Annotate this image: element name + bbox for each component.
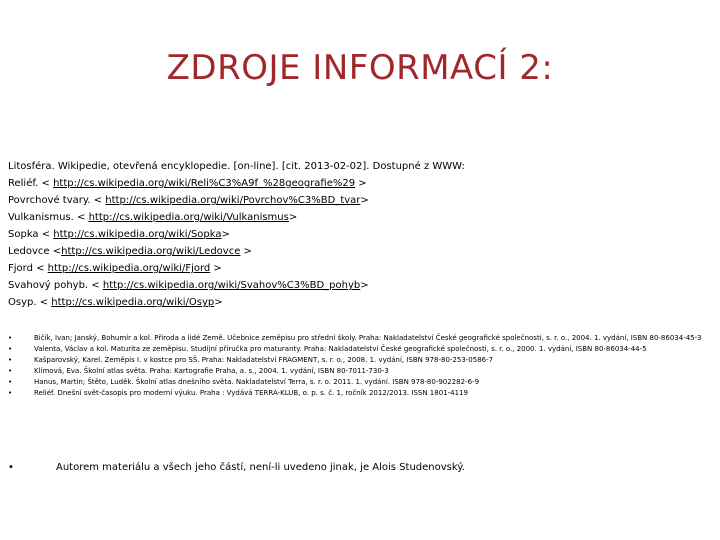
page-title: ZDROJE INFORMACÍ 2:: [166, 48, 554, 88]
reference-text: Valenta, Václav a kol. Maturita ze zeměpisu. Studijní příručka pro maturanty. Praha: Nakladatelství České geografické společnosti, s. r. o., 2000. 1. vydání, ISBN 80-86034-44-5: [34, 345, 647, 353]
source-suffix: >: [355, 178, 367, 189]
author-note: [8, 461, 708, 475]
reference-text: Klímová, Eva. Školní atlas světa. Praha: Kartografie Praha, a. s., 2004. 1. vydání, ISBN 80-7011-730-3: [34, 367, 389, 375]
source-text: Fjord <: [8, 263, 48, 274]
source-suffix: >: [360, 280, 369, 291]
web-sources-list: [8, 158, 713, 311]
source-link-svahovy-pohyb[interactable]: http://cs.wikipedia.org/wiki/Svahov%C3%BD_pohyb: [102, 280, 361, 291]
bullet-icon: •: [8, 389, 13, 397]
list-item: [8, 377, 703, 388]
source-line-ledovce: [8, 243, 713, 260]
source-text: Vulkanismus. <: [8, 212, 89, 223]
source-link-ledovce[interactable]: http://cs.wikipedia.org/wiki/Ledovce: [61, 246, 241, 257]
source-link-povrchove-tvary[interactable]: http://cs.wikipedia.org/wiki/Povrchov%C3%BD_tvar: [105, 195, 361, 206]
bullet-icon: •: [8, 356, 13, 364]
reference-text: Hanus, Martin; Štěto, Luděk. Školní atlas dnešního světa. Nakladatelství Terra, s. r. o. 2011. 1. vydání. ISBN 978-80-902282-6-9: [34, 378, 480, 386]
source-suffix: >: [214, 297, 223, 308]
source-line-sopka: [8, 226, 713, 243]
source-suffix: >: [221, 229, 230, 240]
list-item: [8, 388, 703, 399]
author-text: Autorem materiálu a všech jeho částí, není-li uvedeno jinak, je Alois Studenovský.: [56, 462, 465, 473]
source-text: Ledovce <: [8, 246, 62, 257]
reference-text: Reliéf. Dnešní svět-časopis pro moderní výuku. Praha : Vydává TERRA-KLUB, o. p. s. č. 1, ročník 2012/2013. ISSN 1801-4119: [34, 389, 468, 397]
source-text: Litosféra. Wikipedie, otevřená encyklopedie. [on-line]. [cit. 2013-02-02]. Dostupné z WWW:: [8, 161, 465, 172]
source-line-osyp: [8, 294, 713, 311]
literature-references-list: [8, 333, 703, 399]
source-text: Osyp. <: [8, 297, 52, 308]
source-text: Svahový pohyb. <: [8, 280, 103, 291]
source-suffix: >: [360, 195, 369, 206]
list-item: [8, 333, 703, 344]
source-line-svahovy-pohyb: [8, 277, 713, 294]
list-item: [8, 344, 703, 355]
source-line-fjord: [8, 260, 713, 277]
source-line-povrchove-tvary: [8, 192, 713, 209]
bullet-icon: •: [8, 367, 13, 375]
bullet-icon: •: [8, 345, 13, 353]
bullet-icon: •: [8, 334, 13, 342]
source-link-relief[interactable]: http://cs.wikipedia.org/wiki/Reli%C3%A9f_%28geografie%29: [53, 178, 356, 189]
source-link-sopka[interactable]: http://cs.wikipedia.org/wiki/Sopka: [53, 229, 222, 240]
bullet-icon: •: [8, 378, 13, 386]
source-line-relief: [8, 175, 713, 192]
reference-text: Kašparovský, Karel. Zeměpis I. v kostce pro SŠ. Praha: Nakladatelství FRAGMENT, s. r. o., 2008. 1. vydání, ISBN 978-80-253-0586-7: [34, 356, 494, 364]
source-text: Sopka <: [8, 229, 54, 240]
bullet-icon: •: [8, 462, 14, 473]
source-text: Povrchové tvary. <: [8, 195, 106, 206]
reference-text: Bičík, Ivan; Janský, Bohumír a kol. Příroda a lidé Země. Učebnice zeměpisu pro střední školy. Praha: Nakladatelství České geografické společnosti, s. r. o., 2004. 1. vydání, ISBN 80-86034-45-3: [34, 334, 702, 342]
source-link-vulkanismus[interactable]: http://cs.wikipedia.org/wiki/Vulkanismus: [88, 212, 289, 223]
source-link-fjord[interactable]: http://cs.wikipedia.org/wiki/Fjord: [47, 263, 211, 274]
source-suffix: >: [210, 263, 222, 274]
source-text: Reliéf. <: [8, 178, 54, 189]
source-line-litosfera: [8, 158, 713, 175]
list-item: [8, 355, 703, 366]
list-item: [8, 366, 703, 377]
source-suffix: >: [240, 246, 252, 257]
source-line-vulkanismus: [8, 209, 713, 226]
source-link-osyp[interactable]: http://cs.wikipedia.org/wiki/Osyp: [51, 297, 215, 308]
source-suffix: >: [288, 212, 298, 223]
